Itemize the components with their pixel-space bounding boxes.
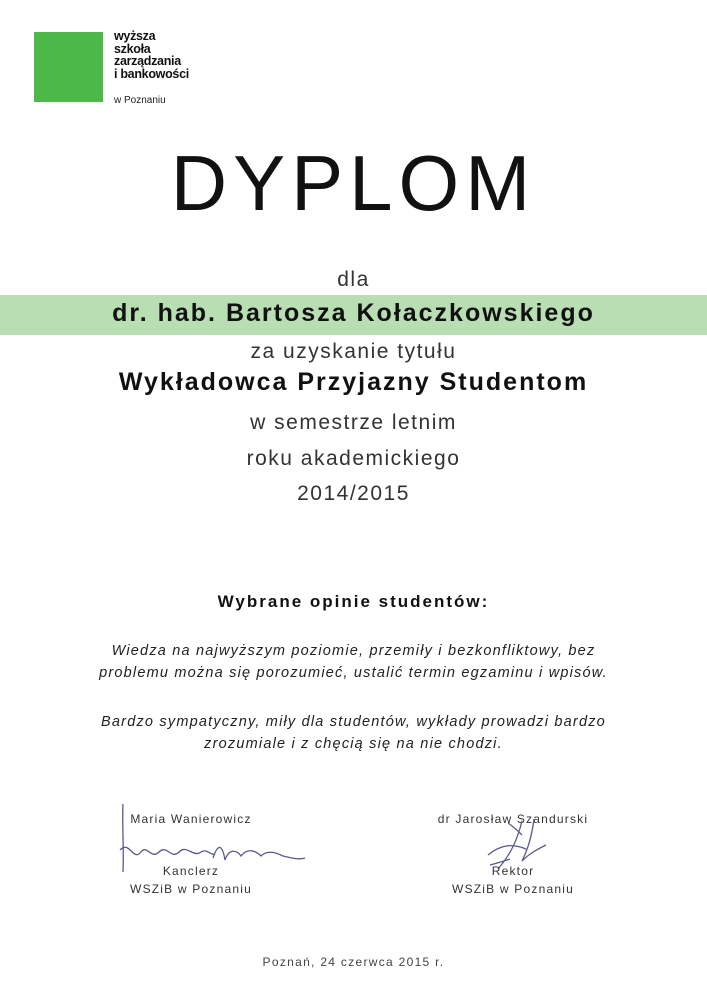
logo-wordmark <box>114 30 189 80</box>
logo-line: wyższa <box>114 29 156 43</box>
diploma-title: DYPLOM <box>170 139 537 227</box>
award-title: Wykładowca Przyjazny Studentom <box>118 368 589 396</box>
signatory-name-rector: dr Jarosław Szandurski <box>437 812 589 826</box>
for-text: dla <box>337 268 370 291</box>
signatory-institution-chancellor: WSZiB w Poznaniu <box>130 882 252 896</box>
signatory-role-rector: Rektor <box>491 864 535 878</box>
signatory-name-chancellor: Maria Wanierowicz <box>130 812 252 826</box>
opinions-heading: Wybrane opinie studentów: <box>217 592 490 611</box>
opinion-quote <box>30 711 677 755</box>
obtaining-text: za uzyskanie tytułu <box>250 340 457 363</box>
logo-square <box>34 32 103 102</box>
logo-line: i bankowości <box>114 66 189 81</box>
semester-text: w semestrze letnim <box>250 411 457 434</box>
academic-year: 2014/2015 <box>297 482 410 505</box>
signatory-institution-rector: WSZiB w Poznaniu <box>452 882 574 896</box>
opinion-line: zrozumiale i z chęcią się na nie chodzi. <box>204 736 503 752</box>
opinion-line: Bardzo sympatyczny, miły dla studentów, wykłady prowadzi bardzo <box>101 714 606 730</box>
academic-year-label: roku akademickiego <box>246 447 461 470</box>
place-and-date: Poznań, 24 czerwca 2015 r. <box>262 955 445 969</box>
logo-line: szkoła <box>114 41 151 56</box>
logo-line: zarządzania <box>114 54 181 68</box>
opinion-line: problemu można się porozumieć, ustalić termin egzaminu i wpisów. <box>99 665 608 681</box>
logo-subtitle: w Poznaniu <box>114 95 166 106</box>
opinion-line: Wiedza na najwyższym poziomie, przemiły i bezkonfliktowy, bez <box>111 643 596 659</box>
recipient-name: dr. hab. Bartosza Kołaczkowskiego <box>112 299 595 327</box>
signatory-role-chancellor: Kanclerz <box>162 864 220 878</box>
opinion-quote <box>30 640 677 684</box>
